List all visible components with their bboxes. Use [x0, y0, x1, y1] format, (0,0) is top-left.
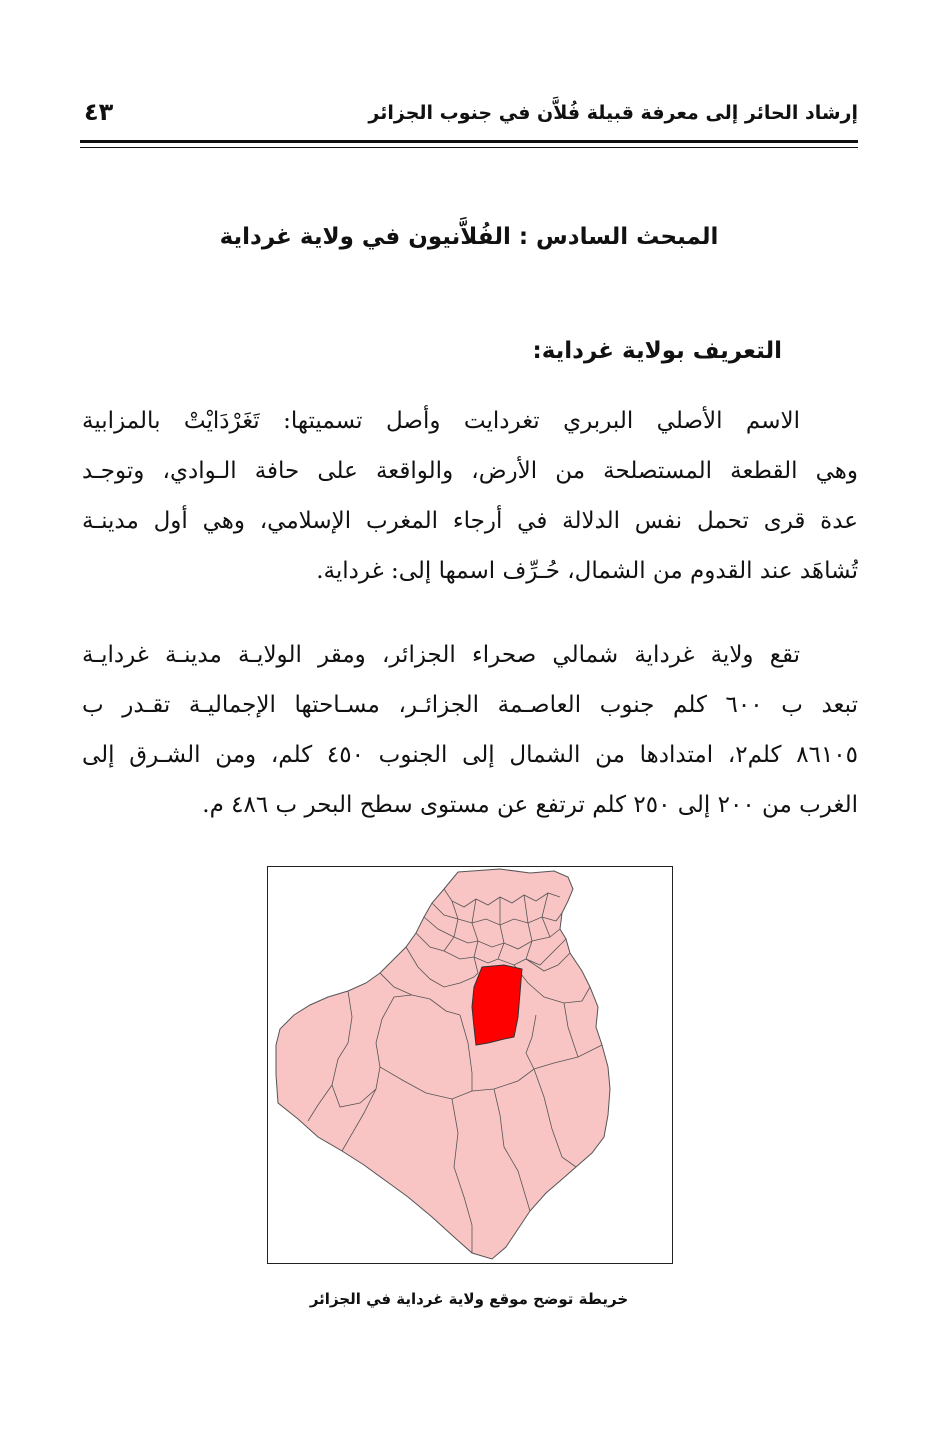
algeria-map-svg — [268, 867, 671, 1262]
algeria-country-shape — [276, 869, 610, 1259]
paragraph-line: تُشاهَد عند القدوم من الشمال، حُـرِّف اسمها إلى: غرداية. — [316, 558, 858, 584]
header-rule-thick — [80, 140, 858, 143]
figure-caption: خريطة توضح موقع ولاية غرداية في الجزائر — [309, 1290, 629, 1308]
paragraph-line: الاسم الأصلي البربري تغردايت وأصل تسميتها: تَغَرْدَايْتْ بالمزابية — [82, 408, 801, 434]
paragraph-1 — [82, 396, 858, 596]
paragraph-line: وهي القطعة المستصلحة من الأرض، والواقعة على حافة الـوادي، وتوجـد — [82, 458, 858, 484]
paragraph-line: تبعد ب ٦٠٠ كلم جنوب العاصـمة الجزائـر، مسـاحتها الإجماليـة تقـدر ب — [82, 692, 858, 718]
page-header — [80, 96, 858, 136]
header-rule-thin — [80, 147, 858, 148]
page-number: ٤٣ — [84, 98, 114, 126]
section-title: المبحث السادس : الفُلاَّنيون في ولاية غرداية — [219, 224, 719, 250]
sub-heading: التعريف بولاية غرداية: — [532, 338, 782, 364]
paragraph-line: الغرب من ٢٠٠ إلى ٢٥٠ كلم ترتفع عن مستوى سطح البحر ب ٤٨٦ م. — [202, 792, 858, 818]
ghardaia-province — [472, 965, 522, 1045]
paragraph-2 — [82, 630, 858, 830]
algeria-map — [267, 866, 673, 1264]
running-title: إرشاد الحائر إلى معرفة قبيلة فُلاَّن في جنوب الجزائر — [368, 102, 858, 124]
paragraph-line: عدة قرى تحمل نفس الدلالة في أرجاء المغرب الإسلامي، وهي أول مدينـة — [82, 508, 858, 534]
paragraph-line: ٨٦١٠٥ كلم٢، امتدادها من الشمال إلى الجنوب ٤٥٠ كلم، ومن الشـرق إلى — [82, 742, 858, 768]
paragraph-line: تقع ولاية غرداية شمالي صحراء الجزائر، ومقر الولايـة مدينـة غردايـة — [82, 642, 800, 668]
